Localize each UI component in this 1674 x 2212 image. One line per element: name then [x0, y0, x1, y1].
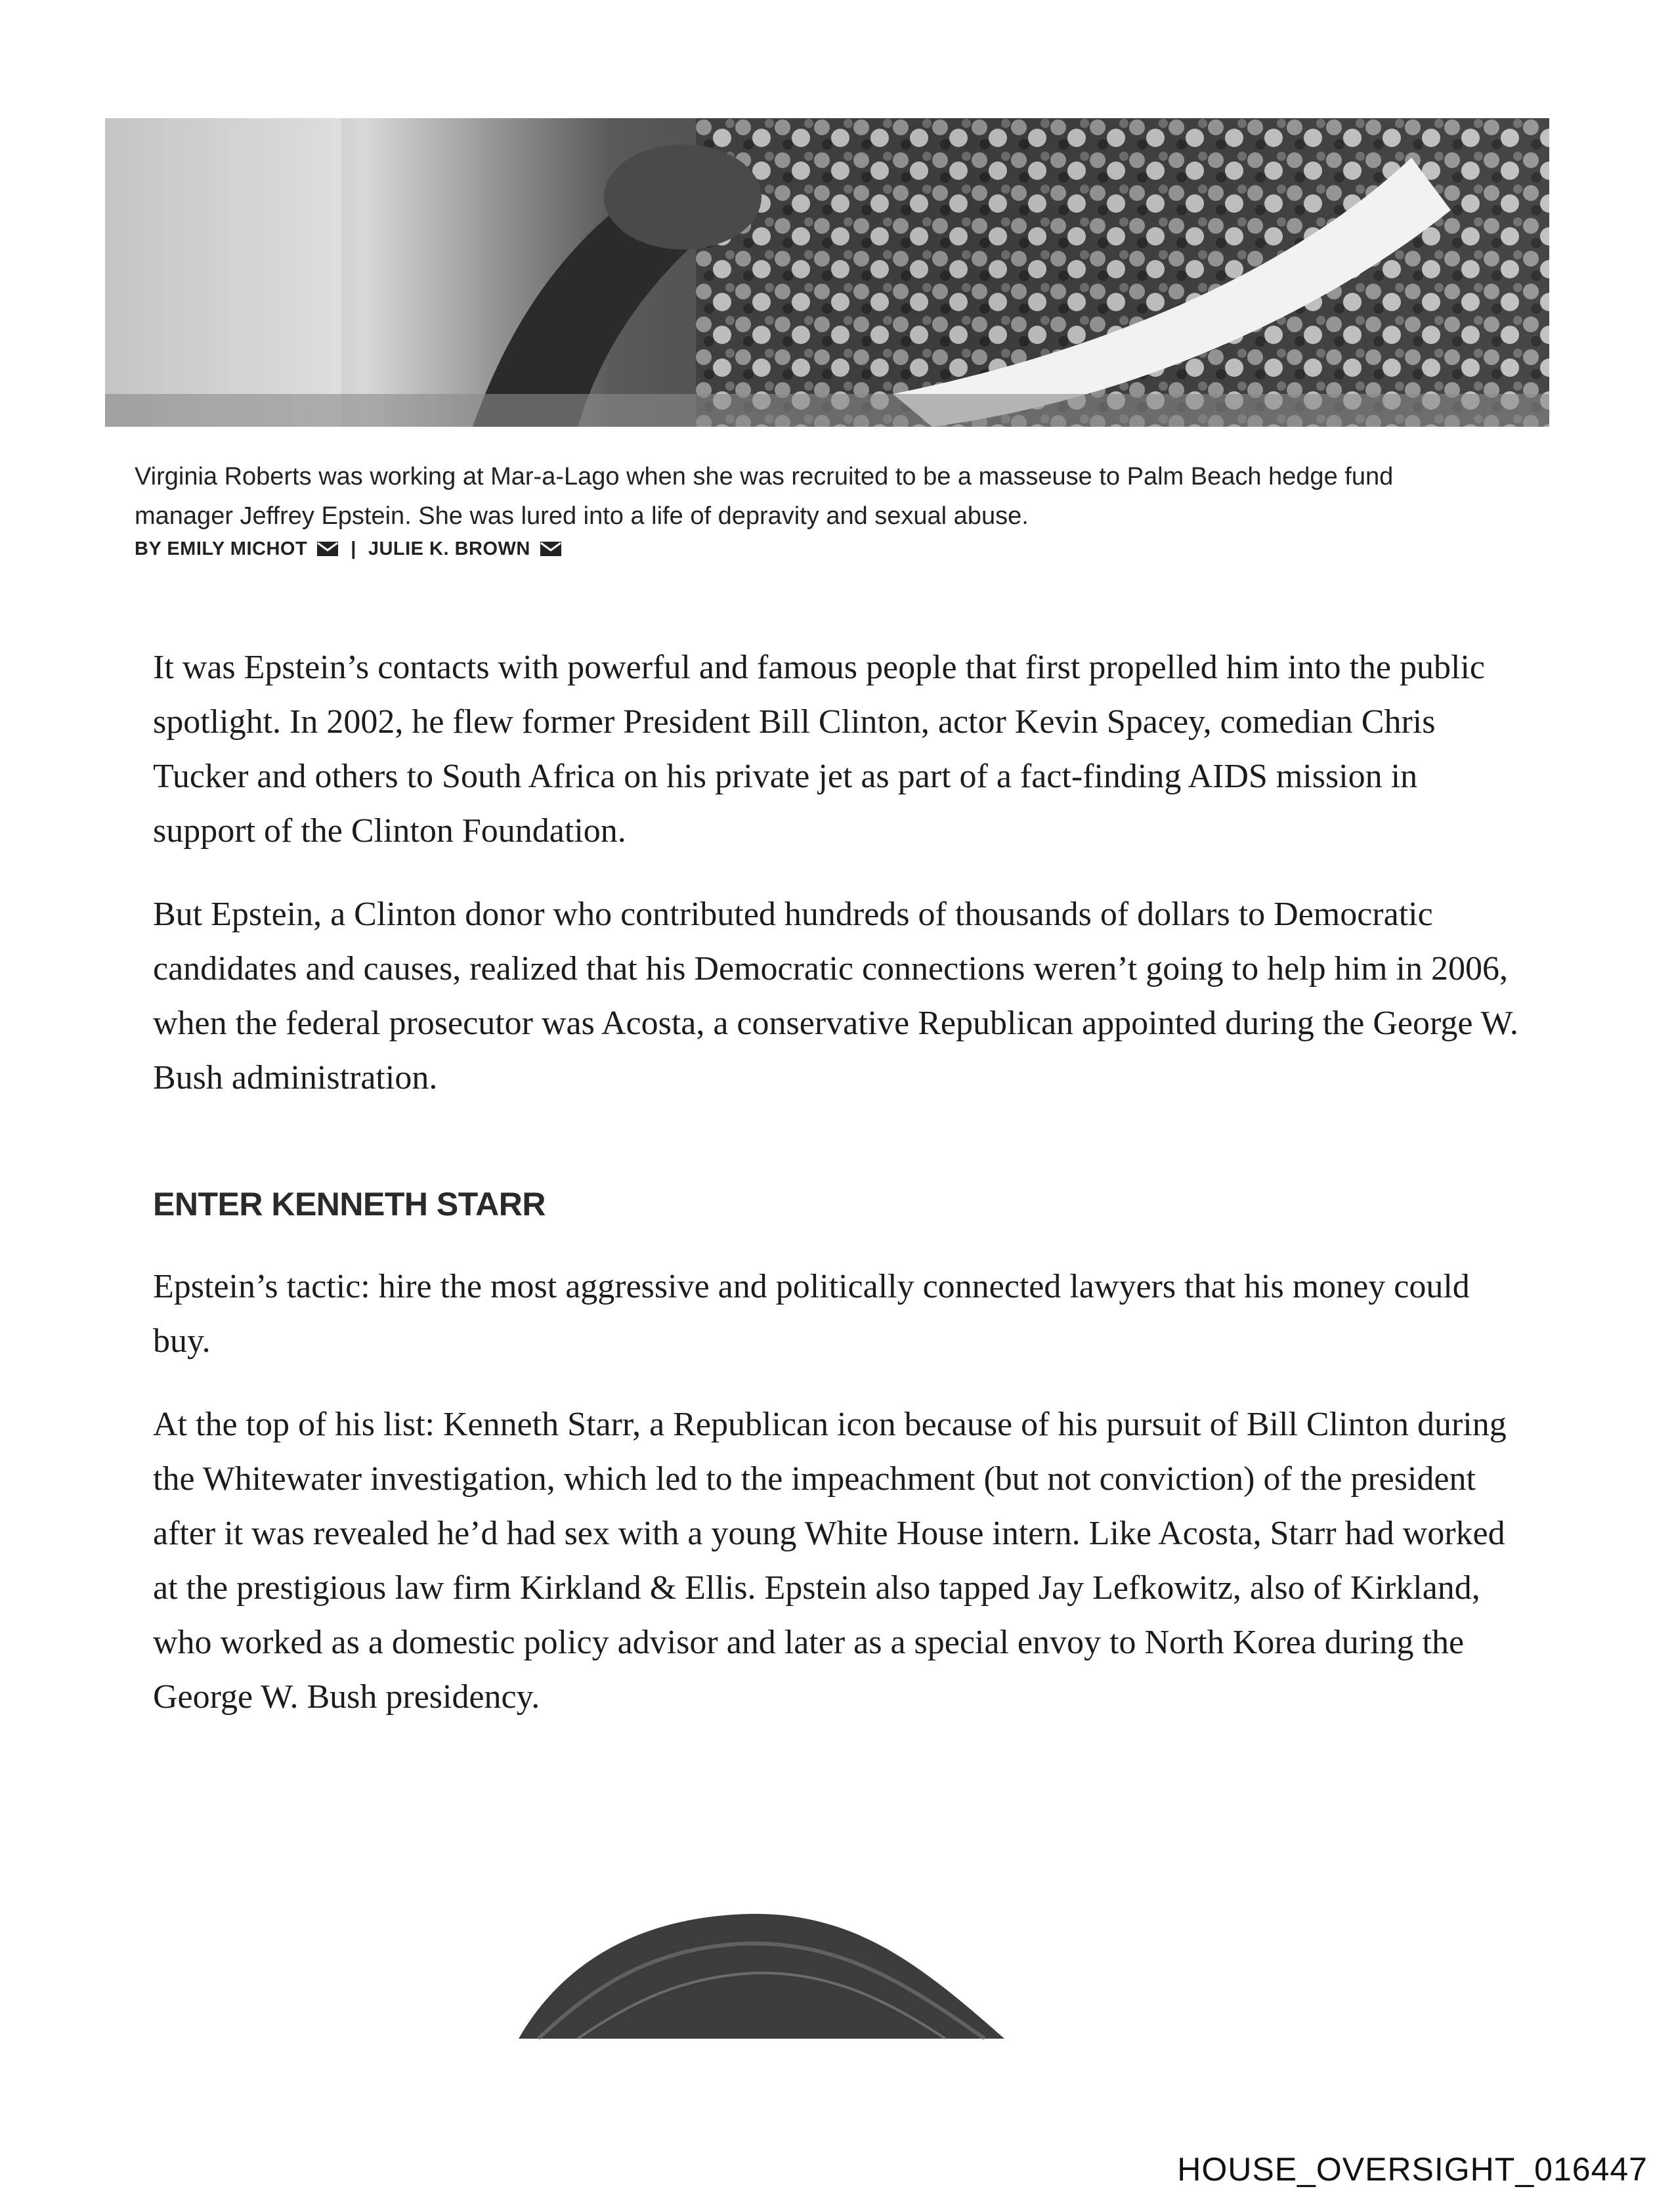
author-emily-michot[interactable]: BY EMILY MICHOT: [135, 538, 308, 559]
email-icon[interactable]: [540, 541, 562, 557]
email-icon[interactable]: [316, 541, 339, 557]
article-paragraph: It was Epstein’s contacts with powerful and famous people that first propelled him into the public spotlight. In 2002, he flew former President Bill Clinton, actor Kevin Spacey, comedian Chris Tucker and others to South Africa on his private jet as part of a fact-finding AIDS mission in support of the Clinton Foundation.: [153, 649, 1485, 850]
photo-illustration: [105, 118, 1549, 427]
byline-separator: |: [351, 538, 356, 559]
caption-line-2: manager Jeffrey Epstein. She was lured into a life of depravity and sexual abuse.: [135, 502, 1029, 530]
article-paragraph: At the top of his list: Kenneth Starr, a Republican icon because of his pursuit of Bill Clinton during the Whitewater investigation, which led to the impeachment (but not conviction) of the president after it was revealed he’d had sex with a young White House intern. Like Acosta, Starr had worked at the prestigious law firm Kirkland & Ellis. Epstein also tapped Jay Lefkowitz, also of Kirkland, who worked as a domestic policy advisor and later as a special envoy to North Korea during the George W. Bush presidency.: [153, 1406, 1507, 1716]
photo-caption: [135, 457, 1526, 536]
article-paragraph: Epstein’s tactic: hire the most aggressive and politically connected lawyers that his money could buy.: [153, 1268, 1470, 1360]
bates-number: HOUSE_OVERSIGHT_016447: [1177, 2151, 1648, 2188]
article-body: [153, 640, 1518, 1753]
author-julie-k-brown[interactable]: JULIE K. BROWN: [368, 538, 530, 559]
header-photo: [105, 118, 1549, 427]
portrait-sketch: [499, 1891, 1024, 2042]
section-heading: ENTER KENNETH STARR: [153, 1186, 546, 1223]
byline: [135, 536, 562, 562]
article-paragraph: But Epstein, a Clinton donor who contributed hundreds of thousands of dollars to Democratic candidates and causes, realized that his Democratic connections weren’t going to help him in 2006, when the federal prosecutor was Acosta, a conservative Republican appointed during the George W. Bush administration.: [153, 896, 1518, 1096]
caption-line-1: Virginia Roberts was working at Mar-a-Lago when she was recruited to be a masseuse to Palm Beach hedge fund: [135, 463, 1394, 490]
